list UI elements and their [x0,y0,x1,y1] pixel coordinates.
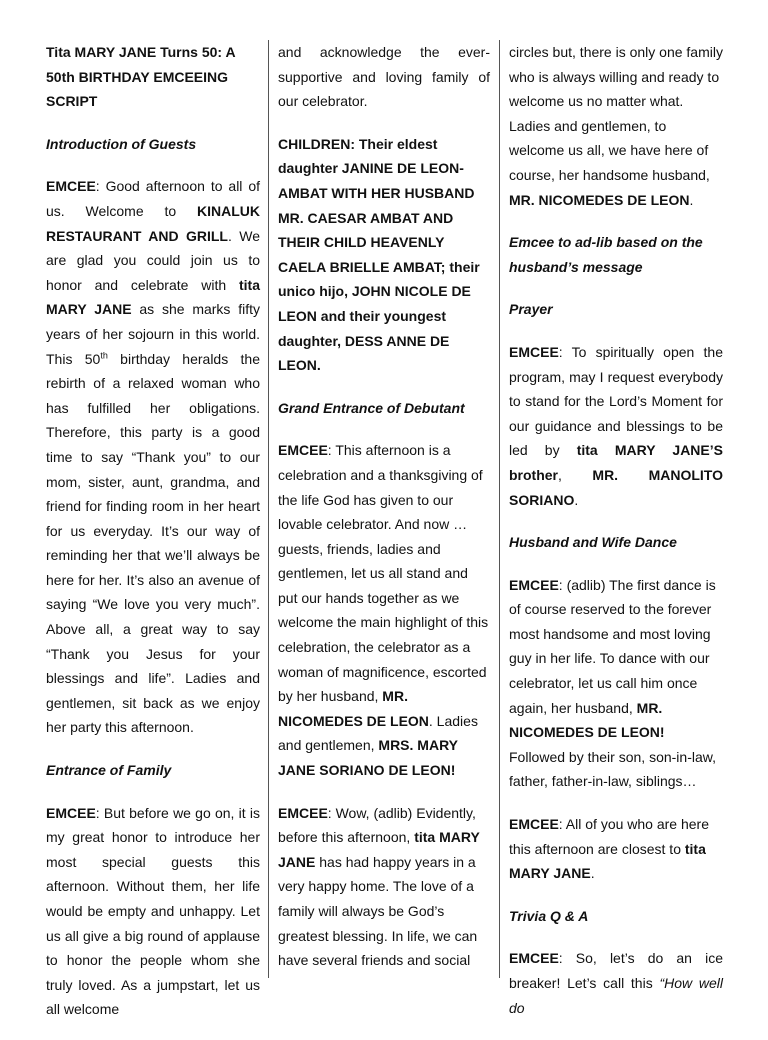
section-heading-dance: Husband and Wife Dance [509,534,677,551]
section-heading-guests: Introduction of Guests [46,135,197,152]
text-run: : To spiritually open the program, may I request everybody to stand for the Lord’s Moment for our guidance and blessings to be led by [509,343,723,459]
bold-text: tita MARY JANE [46,276,260,318]
section-heading-adlib: Emcee to ad-lib based on the husband’s message [509,234,703,275]
bold-text: EMCEE [46,804,96,821]
bold-text: tita MARY JANE [509,840,706,882]
paragraph [278,438,490,782]
text-run: , [558,466,593,483]
section-heading-trivia: Trivia Q & A [509,907,589,924]
bold-text: MR. NICOMEDES DE LEON [509,191,690,208]
section-heading-prayer: Prayer [509,301,553,318]
column-divider [499,40,500,978]
bold-text: EMCEE [509,343,559,360]
bold-text: KINALUK RESTAURANT AND GRILL [46,202,260,244]
text-run: Followed by their son, son-in-law, father, father-in-law, siblings… [509,748,716,790]
column-2 [278,40,490,991]
document-title: Tita MARY JANE Turns 50: A 50th BIRTHDAY EMCEEING SCRIPT [46,44,236,110]
text-run: . We are glad you could join us to honor and celebrate with [46,227,260,293]
bold-text: EMCEE [509,816,559,833]
paragraph [509,40,723,212]
text-run: : This afternoon is a celebration and a thanksgiving of the life God has given to our lovable celebrator. And now … guests, friends, ladies and gentlemen, let us all stand and put our hands together as we welcome the main highlight of this celebration, the celebrator as a woman of magnificence, escorted by her husband, [278,442,489,705]
bold-text: tita MARY JANE [278,829,480,870]
paragraph [46,174,260,740]
bold-text: EMCEE [278,804,328,821]
text-run: as she marks fifty years of her sojourn in this world. This 50 [46,301,261,367]
text-run: : (adlib) The first dance is of course reserved to the forever most handsome and most loving guy in her life. To dance with our celebrator, let us call him once again, her husband, [509,576,716,716]
paragraph [509,946,723,1020]
text-run: . Ladies and gentlemen, [278,712,478,754]
paragraph [46,801,260,1022]
bold-text: EMCEE [509,576,559,593]
text-run: : Good afternoon to all of us. Welcome to [46,178,260,219]
text-run: circles but, there is only one family who is always willing and ready to welcome us no matter what. Ladies and gentlemen, to welcome us all, we have here of course, her handsome husband, [509,44,723,183]
superscript-text: th [100,349,108,360]
text-run: birthday heralds the rebirth of a relaxed woman who has fulfilled her obligations. Therefore, this party is a good time to say “Thank you” to our mom, sister, aunt, grandma, and friend for finding room in her heart for us everyday. It’s our way of reminding her that we’ll always be here for her. It’s also an avenue of saying “We love you very much”. Above all, a great way to say “Thank you Jesus for your blessings and life”. Ladies and gentlemen, sit back as we enjoy her party this afternoon. [46,350,260,736]
text-run: : So, let’s do an ice breaker! Let’s call this [509,950,723,991]
text-run: : Wow, (adlib) Evidently, before this afternoon, [278,804,476,846]
text-run: : But before we go on, it is my great honor to introduce her most special guests this afternoon. Without them, her life would be empty and unhappy. Let us all give a big round of applause to honor the people whom she truly loved. As a jumpstart, let us all welcome [46,804,260,1018]
paragraph [278,40,490,114]
text-run: . [574,491,579,508]
paragraph-children [278,132,490,378]
text-run: has had happy years in a very happy home. The love of a family will always be God’s greatest blessing. In life, we can have several friends and social [278,853,478,969]
bold-text: EMCEE [278,442,328,459]
bold-text: CHILDREN: Their eldest daughter JANINE DE LEON-AMBAT WITH HER HUSBAND MR. CAESAR AMBAT AND THEIR CHILD HEAVENLY CAELA BRIELLE AMBAT; their unico hijo, JOHN NICOLE DE LEON and their youngest daughter, DESS ANNE DE LEON. [278,135,480,374]
section-heading-debutant: Grand Entrance of Debutant [278,399,465,416]
bold-text: MR. NICOMEDES DE LEON! [509,699,665,741]
column-divider [268,40,269,978]
text-run: and acknowledge the ever-supportive and loving family of our celebrator. [278,44,490,110]
bold-text: tita MARY JANE’S brother [509,442,723,483]
paragraph [509,340,723,512]
bold-text: MR. NICOMEDES DE LEON [278,688,429,729]
italic-text: “How well do [509,975,724,1016]
column-3 [509,40,723,1038]
text-run: . [689,191,694,208]
bold-text: EMCEE [46,178,96,195]
paragraph [509,573,723,794]
paragraph [509,812,723,886]
bold-text: MR. MANOLITO SORIANO [509,466,723,508]
text-run: : All of you who are here this afternoon are closest to [509,816,709,857]
bold-text: EMCEE [509,950,559,967]
column-1 [46,40,260,1040]
bold-text: MRS. MARY JANE SORIANO DE LEON! [278,737,458,779]
section-heading-family: Entrance of Family [46,762,172,779]
paragraph [278,801,490,973]
text-run: . [590,865,595,882]
